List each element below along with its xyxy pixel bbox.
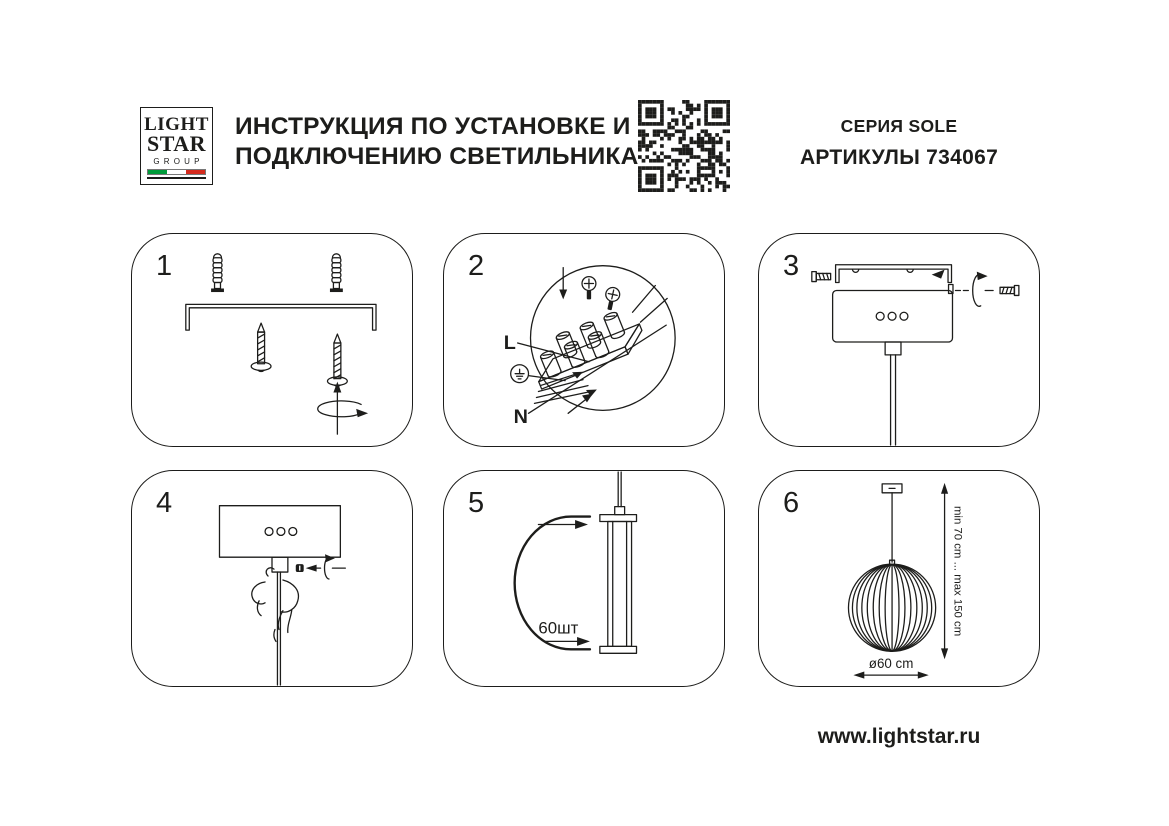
page-title [235,112,638,172]
push-arrow-icon [306,565,321,572]
pendant-sphere [848,564,935,651]
insert-arrow-icon [932,270,945,279]
step-panel-5 [443,470,725,687]
screw-icon [812,272,831,282]
step-3-drawing [759,234,1039,446]
diameter-dimension-arrow [853,672,928,679]
suspension-cable [618,472,621,507]
height-dimension-label: min 70 cm ... max 150 cm [951,505,964,637]
screw-icon [251,323,271,371]
canopy-holes [265,527,297,535]
flag-green [148,170,167,174]
step-number-6: 6 [783,487,800,519]
screw-icon [603,286,621,311]
mains-wires [633,286,668,323]
step-1-drawing [132,234,412,446]
step-panel-6 [758,470,1040,687]
step-panel-2 [443,233,725,447]
insert-arrow-icon [538,520,588,529]
title-line-2: ПОДКЛЮЧЕНИЮ СВЕТИЛЬНИКА [235,142,639,170]
wall-plug-icon [211,254,224,292]
screw-icon [582,277,596,300]
rotation-arrow-icon [973,272,988,307]
height-dimension-arrow [941,483,948,659]
neutral-leader [529,325,667,413]
cable-gland [885,342,901,355]
logo-text-group: GROUP [153,156,204,166]
logo-text-light: LIGHT [144,114,209,135]
wall-plug-icon [330,254,343,292]
product-info [758,116,1040,170]
tube-column [600,515,637,654]
step-panel-3 [758,233,1040,447]
cable-gland [272,557,288,572]
step-number-5: 5 [468,487,485,519]
rotation-arrow-icon [325,554,335,579]
rib-count-label: 60шт [538,618,579,638]
screw-icon [1000,286,1019,296]
step-number-4: 4 [156,487,173,519]
step-4-drawing [132,471,412,686]
ceiling-plate [882,484,902,493]
insert-arrow-icon [559,268,567,300]
neutral-label: N [513,406,528,429]
step-6-drawing [759,471,1039,686]
cable-connector [615,507,625,515]
step-2-drawing [444,234,724,446]
hand-sketch [252,568,299,642]
qr-code [638,100,730,192]
series-label: СЕРИЯ SOLE [840,116,958,136]
logo-underline [147,177,206,179]
logo-text-star: STAR [146,131,207,156]
suspension-cable [891,355,896,445]
rotation-arrow-icon [318,382,368,435]
step-number-2: 2 [468,250,485,282]
italy-flag-icon [147,169,206,175]
canopy-box [219,506,340,558]
screw-icon [327,334,347,386]
mounting-bracket [186,304,376,330]
line-label: L [503,331,516,354]
canopy-box [833,290,953,342]
step-panel-1 [131,233,413,447]
title-line-1: ИНСТРУКЦИЯ ПО УСТАНОВКЕ И [235,113,631,140]
diameter-label: ø60 cm [868,656,914,672]
lightstar-logo [140,107,213,185]
canopy-holes [876,312,908,320]
step-number-3: 3 [783,250,800,282]
website-url: www.lightstar.ru [817,725,981,748]
set-screw-icon [296,564,304,572]
mounting-bracket [836,265,952,283]
ground-leader [529,376,566,381]
article-number: АРТИКУЛЫ 734067 [799,146,999,169]
step-5-drawing [444,471,724,686]
step-number-1: 1 [156,250,173,282]
step-panel-4 [131,470,413,687]
ground-symbol-icon [511,365,529,383]
flag-red [186,170,205,174]
flag-white [167,170,186,174]
